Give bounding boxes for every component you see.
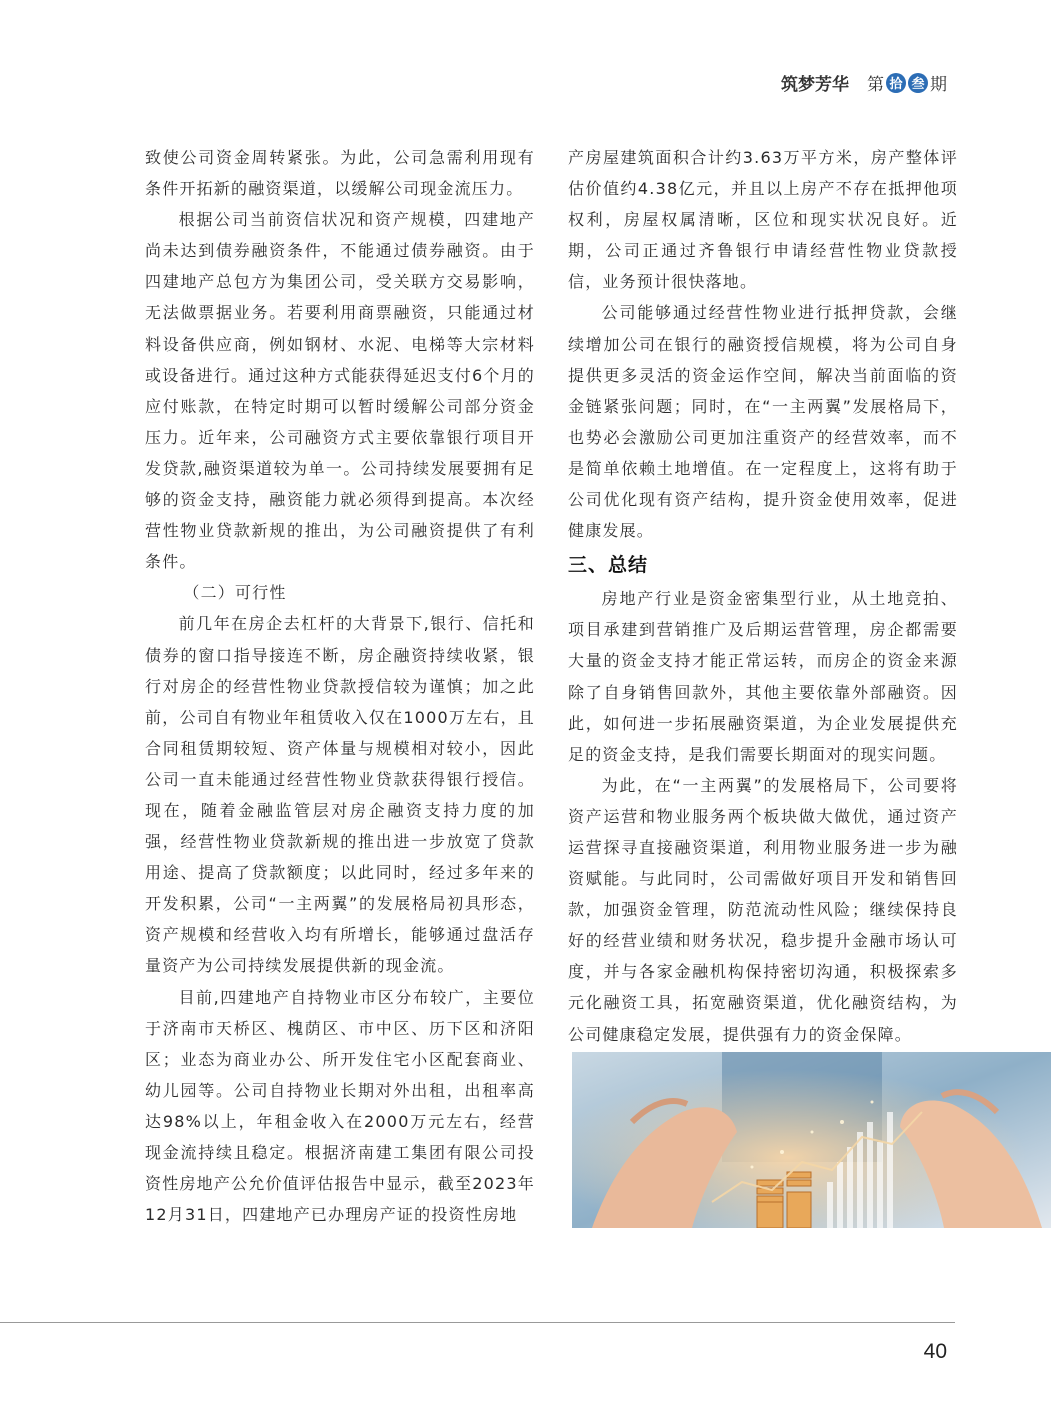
right-column [568, 142, 958, 1050]
paragraph: 前几年在房企去杠杆的大背景下,银行、信托和债券的窗口指导接连不断，房企融资持续收紧，银行对房企的经营性物业贷款授信较为谨慎；加之此前，公司自有物业年租赁收入仅在1000万左右，且合同租赁期较短、资产体量与规模相对较小，因此公司一直未能通过经营性物业贷款获得银行授信。现在，随着金融监管层对房企融资支持力度的加强，经营性物业贷款新规的推出进一步放宽了贷款用途、提高了贷款额度；以此同时，经过多年来的开发积累，公司“一主两翼”的发展格局初具形态，资产规模和经营收入均有所增长，能够通过盘活存量资产为公司持续发展提供新的现金流。 [145, 614, 535, 976]
page-header [781, 70, 947, 95]
issue-char-2: 叁 [908, 73, 928, 93]
paragraph: 根据公司当前资信状况和资产规模，四建地产尚未达到债券融资条件，不能通过债券融资。由于四建地产总包方为集团公司，受关联方交易影响，无法做票据业务。若要利用商票融资，只能通过材料设备供应商，例如钢材、水泥、电梯等大宗材料或设备进行。通过这种方式能获得延迟支付6个月的应付账款，在特定时期可以暂时缓解公司部分资金压力。近年来，公司融资方式主要依靠银行项目开发贷款,融资渠道较为单一。公司持续发展要拥有足够的资金支持，融资能力就必须得到提高。本次经营性物业贷款新规的推出，为公司融资提供了有利条件。 [145, 210, 535, 572]
issue-label: 第 拾 叁 期 [867, 70, 947, 95]
finance-photo-illustration [572, 1052, 1051, 1228]
section-title: 三、总结 [568, 554, 649, 577]
page-number: 40 [923, 1340, 947, 1363]
paragraph: 房地产行业是资金密集型行业，从土地竞拍、项目承建到营销推广及后期运营管理，房企都需要大量的资金支持才能正常运转，而房企的资金来源除了自身销售回款外，其他主要依靠外部融资。因此，如何进一步拓展融资渠道，为企业发展提供充足的资金支持，是我们需要长期面对的现实问题。 [568, 589, 958, 764]
sub-heading: （二）可行性 [183, 583, 287, 603]
issue-char-1: 拾 [886, 73, 906, 93]
finance-hands-photo [572, 1052, 1051, 1228]
paragraph: 为此，在“一主两翼”的发展格局下，公司要将资产运营和物业服务两个板块做大做优，通过资产运营探寻直接融资渠道，利用物业服务进一步为融资赋能。与此同时，公司需做好项目开发和销售回款，加强资金管理，防范流动性风险；继续保持良好的经营业绩和财务状况，稳步提升金融市场认可度，并与各家金融机构保持密切沟通，积极探索多元化融资工具，拓宽融资渠道，优化融资结构，为公司健康稳定发展，提供强有力的资金保障。 [568, 775, 958, 1044]
paragraph: 公司能够通过经营性物业进行抵押贷款，会继续增加公司在银行的融资授信规模，将为公司自身提供更多灵活的资金运作空间，解决当前面临的资金链紧张问题；同时，在“一主两翼”发展格局下，也势必会激励公司更加注重资产的经营效率，而不是简单依赖土地增值。在一定程度上，这将有助于公司优化现有资产结构，提升资金使用效率，促进健康发展。 [568, 303, 958, 541]
magazine-title: 筑梦芳华 [781, 75, 849, 95]
paragraph: 目前,四建地产自持物业市区分布较广，主要位于济南市天桥区、槐荫区、市中区、历下区和济阳区；业态为商业办公、所开发住宅小区配套商业、幼儿园等。公司自持物业长期对外出租，出租率高达98%以上，年租金收入在2000万元左右，经营现金流持续且稳定。根据济南建工集团有限公司投资性房地产公允价值评估报告中显示，截至2023年12月31日，四建地产已办理房产证的投资性房地 [145, 987, 535, 1225]
paragraph: 产房屋建筑面积合计约3.63万平方米，房产整体评估价值约4.38亿元，并且以上房产不存在抵押他项权利，房屋权属清晰，区位和现实状况良好。近期，公司正通过齐鲁银行申请经营性物业贷款授信，业务预计很快落地。 [568, 148, 958, 292]
footer-divider [0, 1322, 955, 1323]
left-column [145, 142, 535, 1230]
paragraph: 致使公司资金周转紧张。为此，公司急需利用现有条件开拓新的融资渠道，以缓解公司现金流压力。 [145, 148, 535, 199]
